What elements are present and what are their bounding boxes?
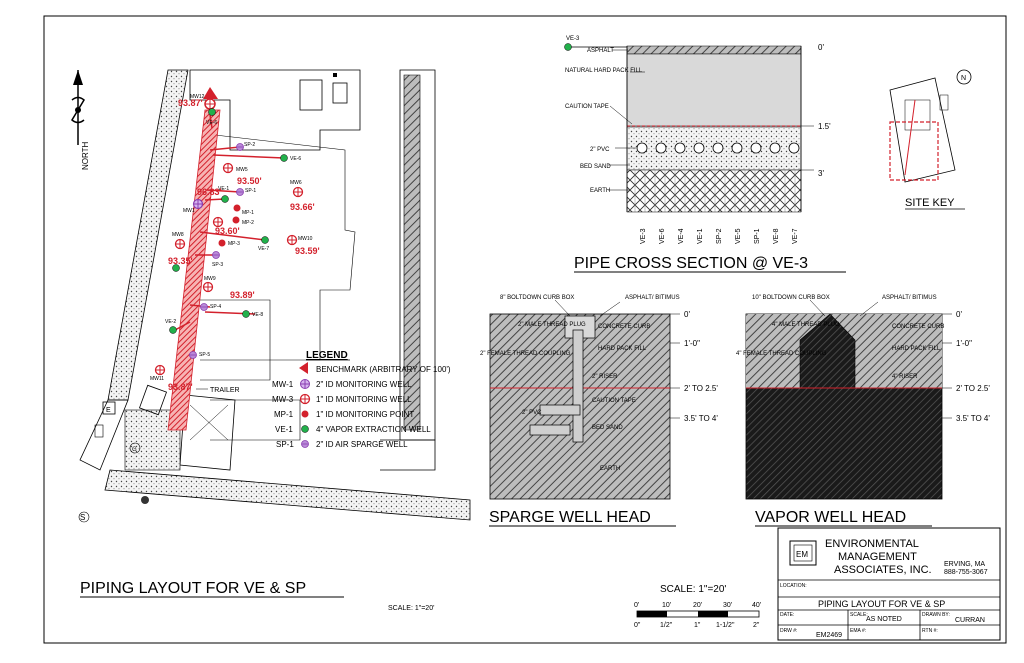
well-mp3	[219, 240, 241, 248]
svg-text:8" BOLTDOWN CURB BOX: 8" BOLTDOWN CURB BOX	[500, 295, 575, 301]
svg-text:BED SAND: BED SAND	[592, 425, 623, 431]
svg-text:ASPHALT/ BITIMUS: ASPHALT/ BITIMUS	[625, 295, 680, 301]
well-ve6b	[281, 155, 302, 163]
cs-ve3-label: VE-3	[566, 36, 580, 42]
layout-title: PIPING LAYOUT FOR VE & SP	[80, 580, 307, 597]
svg-text:4" FEMALE THREAD COUPLING: 4" FEMALE THREAD COUPLING	[736, 351, 827, 357]
svg-text:VE-6: VE-6	[659, 228, 666, 244]
svg-text:93.35': 93.35'	[168, 256, 193, 266]
svg-text:4" RISER: 4" RISER	[892, 374, 918, 380]
svg-text:EM: EM	[796, 550, 808, 559]
svg-text:0": 0"	[634, 622, 641, 629]
well-sp5	[190, 352, 211, 359]
svg-text:0': 0'	[818, 43, 824, 52]
svg-text:ASPHALT: ASPHALT	[587, 48, 614, 54]
svg-text:VE-8: VE-8	[773, 228, 780, 244]
svg-text:0': 0'	[956, 310, 962, 319]
svg-text:MW11: MW11	[150, 376, 165, 382]
pipe-cross-section	[565, 36, 847, 272]
site-plan	[72, 70, 470, 612]
svg-text:MP-2: MP-2	[242, 220, 254, 226]
svg-text:MP-3: MP-3	[228, 241, 240, 247]
svg-text:SP-1: SP-1	[276, 440, 294, 449]
layout-scale: SCALE: 1"=20'	[388, 605, 435, 612]
svg-text:93.87': 93.87'	[168, 382, 193, 392]
svg-text:MW8: MW8	[172, 232, 184, 238]
svg-text:EARTH: EARTH	[600, 466, 621, 472]
svg-text:EARTH: EARTH	[590, 188, 611, 194]
cross-section-title: PIPE CROSS SECTION @ VE-3	[574, 255, 809, 272]
svg-text:SP-1: SP-1	[245, 188, 257, 194]
well-mw8	[172, 232, 185, 249]
well-mw11	[150, 366, 165, 383]
svg-text:4" MALE THREAD PLUG: 4" MALE THREAD PLUG	[772, 322, 840, 328]
sparge-title: SPARGE WELL HEAD	[489, 509, 651, 526]
svg-text:HARD PACK FILL: HARD PACK FILL	[598, 346, 647, 352]
vapor-well-head	[736, 295, 990, 526]
scale-bar	[634, 584, 761, 629]
company-name-line3: ASSOCIATES, INC.	[834, 564, 932, 576]
svg-text:SCALE:: SCALE:	[850, 612, 868, 618]
svg-text:VE-8: VE-8	[252, 312, 264, 318]
svg-text:93.89': 93.89'	[230, 290, 255, 300]
svg-text:VE-7: VE-7	[258, 246, 270, 252]
svg-text:2" FEMALE THREAD COUPLING: 2" FEMALE THREAD COUPLING	[480, 351, 571, 357]
drawing-number: EM2469	[816, 632, 843, 639]
svg-text:93.66': 93.66'	[290, 202, 315, 212]
svg-text:SP-3: SP-3	[212, 262, 224, 268]
svg-text:SP-1: SP-1	[754, 228, 761, 244]
company-city: ERVING, MA	[944, 561, 986, 568]
svg-text:VE-4: VE-4	[678, 228, 685, 244]
well-ve8	[243, 311, 264, 319]
svg-text:MW10: MW10	[298, 236, 313, 242]
svg-text:CAUTION TAPE: CAUTION TAPE	[565, 104, 609, 110]
svg-text:LOCATION:: LOCATION:	[780, 583, 807, 589]
svg-text:3.5' TO 4': 3.5' TO 4'	[684, 414, 718, 423]
trailer-label: TRAILER	[210, 387, 240, 394]
svg-text:0': 0'	[634, 602, 640, 609]
sparge-well-head	[480, 295, 718, 526]
svg-text:1'-0": 1'-0"	[956, 339, 972, 348]
svg-text:MW9: MW9	[204, 276, 216, 282]
svg-text:MW-1: MW-1	[272, 380, 294, 389]
north-arrow	[72, 70, 90, 170]
svg-text:N: N	[961, 75, 967, 82]
svg-text:40': 40'	[752, 602, 762, 609]
svg-text:1-1/2": 1-1/2"	[716, 622, 735, 629]
svg-text:2" PVC: 2" PVC	[590, 147, 610, 153]
svg-text:VE-3: VE-3	[640, 228, 647, 244]
drawn-by-value: CURRAN	[955, 617, 985, 624]
legend-item-benchmark: BENCHMARK (ARBITRARY OF 100')	[316, 365, 451, 374]
svg-text:VE-6: VE-6	[206, 120, 218, 126]
svg-text:1/2": 1/2"	[660, 622, 673, 629]
svg-text:VE-1: VE-1	[697, 228, 704, 244]
svg-text:HARD PACK FILL: HARD PACK FILL	[892, 346, 941, 352]
svg-text:2' TO 2.5': 2' TO 2.5'	[684, 384, 718, 393]
svg-text:3': 3'	[818, 169, 824, 178]
well-ve2	[165, 319, 177, 334]
legend-item-ve1: 4" VAPOR EXTRACTION WELL	[316, 425, 431, 434]
svg-text:2" MALE THREAD PLUG: 2" MALE THREAD PLUG	[518, 322, 586, 328]
scale-value: AS NOTED	[866, 616, 902, 623]
svg-text:10" BOLTDOWN CURB BOX: 10" BOLTDOWN CURB BOX	[752, 295, 830, 301]
site-key-title: SITE KEY	[905, 197, 955, 209]
svg-text:VE-1: VE-1	[275, 425, 293, 434]
legend-title: LEGEND	[306, 350, 348, 361]
north-label: NORTH	[81, 141, 90, 170]
svg-text:10': 10'	[662, 602, 672, 609]
well-sp4	[201, 304, 222, 311]
svg-text:SP-2: SP-2	[716, 228, 723, 244]
svg-text:MW12: MW12	[190, 94, 205, 100]
company-name-line1: ENVIRONMENTAL	[825, 538, 919, 550]
well-mw6	[290, 180, 303, 197]
svg-text:93.87': 93.87'	[178, 98, 203, 108]
well-sp1	[237, 188, 257, 196]
svg-text:VE-7: VE-7	[792, 228, 799, 244]
svg-text:VE-1: VE-1	[218, 186, 230, 192]
svg-text:20': 20'	[693, 602, 703, 609]
well-sp3	[212, 252, 223, 269]
svg-text:DRAWN BY:: DRAWN BY:	[922, 612, 950, 618]
svg-text:SP-2: SP-2	[244, 142, 256, 148]
svg-text:VE-6: VE-6	[290, 156, 302, 162]
svg-text:MW-3: MW-3	[272, 395, 294, 404]
svg-text:96.83': 96.83'	[197, 187, 222, 197]
svg-text:93.50': 93.50'	[237, 176, 262, 186]
svg-text:SP-5: SP-5	[199, 352, 211, 358]
svg-text:DRW #:: DRW #:	[780, 628, 798, 634]
legend-item-sp1: 2" ID AIR SPARGE WELL	[316, 440, 408, 449]
vapor-title: VAPOR WELL HEAD	[755, 509, 907, 526]
svg-text:G: G	[132, 447, 137, 453]
legend-item-mw1: 2" ID MONITORING WELL	[316, 380, 412, 389]
svg-text:CAUTION TAPE: CAUTION TAPE	[592, 398, 636, 404]
svg-text:93.60': 93.60'	[215, 226, 240, 236]
svg-text:MP-1: MP-1	[274, 410, 294, 419]
site-key	[890, 70, 971, 209]
well-mw5	[224, 164, 248, 174]
svg-text:MW1: MW1	[183, 208, 195, 214]
svg-text:MW5: MW5	[236, 167, 248, 173]
svg-text:1'-0": 1'-0"	[684, 339, 700, 348]
svg-text:1.5': 1.5'	[818, 122, 831, 131]
legend-benchmark-icon	[299, 362, 308, 374]
svg-text:2" PVC: 2" PVC	[522, 410, 542, 416]
svg-text:SP-4: SP-4	[210, 304, 222, 310]
svg-text:3.5' TO 4': 3.5' TO 4'	[956, 414, 990, 423]
svg-text:VE-2: VE-2	[165, 319, 177, 325]
svg-text:S: S	[80, 513, 86, 522]
benchmark-icon	[203, 87, 218, 99]
svg-text:MW6: MW6	[290, 180, 302, 186]
svg-text:30': 30'	[723, 602, 733, 609]
svg-text:93.59': 93.59'	[295, 246, 320, 256]
svg-text:E: E	[106, 407, 111, 414]
legend-item-mw3: 1" ID MONITORING WELL	[316, 395, 412, 404]
legend-item-mp1: 1" ID MONITORING POINT	[316, 410, 415, 419]
scale-bar-title: SCALE: 1"=20'	[660, 584, 727, 595]
legend	[272, 350, 451, 449]
svg-text:MP-1: MP-1	[242, 210, 254, 216]
svg-text:2' TO 2.5': 2' TO 2.5'	[956, 384, 990, 393]
svg-text:VE-5: VE-5	[735, 228, 742, 244]
svg-text:DATE:: DATE:	[780, 612, 795, 618]
drawing-title: PIPING LAYOUT FOR VE & SP	[818, 599, 946, 609]
svg-text:EMA #:: EMA #:	[850, 628, 867, 634]
svg-text:1": 1"	[694, 622, 701, 629]
svg-text:CONCRETE CURB: CONCRETE CURB	[598, 324, 651, 330]
well-mw10	[288, 236, 313, 245]
svg-text:ASPHALT/ BITIMUS: ASPHALT/ BITIMUS	[882, 295, 937, 301]
company-name-line2: MANAGEMENT	[838, 551, 917, 563]
svg-text:0': 0'	[684, 310, 690, 319]
svg-text:2": 2"	[753, 622, 760, 629]
cs-pipes	[637, 143, 799, 153]
company-phone: 888-755-3067	[944, 569, 988, 576]
well-mp1	[234, 205, 255, 217]
well-mw9	[204, 276, 216, 292]
title-block	[778, 528, 1000, 640]
svg-text:RTN #:: RTN #:	[922, 628, 938, 634]
svg-text:NATURAL HARD PACK FILL: NATURAL HARD PACK FILL	[565, 68, 643, 74]
svg-text:BED SAND: BED SAND	[580, 164, 611, 170]
well-sp2	[237, 142, 256, 151]
well-mp2	[214, 217, 255, 227]
svg-text:CONCRETE CURB: CONCRETE CURB	[892, 324, 945, 330]
svg-text:2" RISER: 2" RISER	[592, 374, 618, 380]
